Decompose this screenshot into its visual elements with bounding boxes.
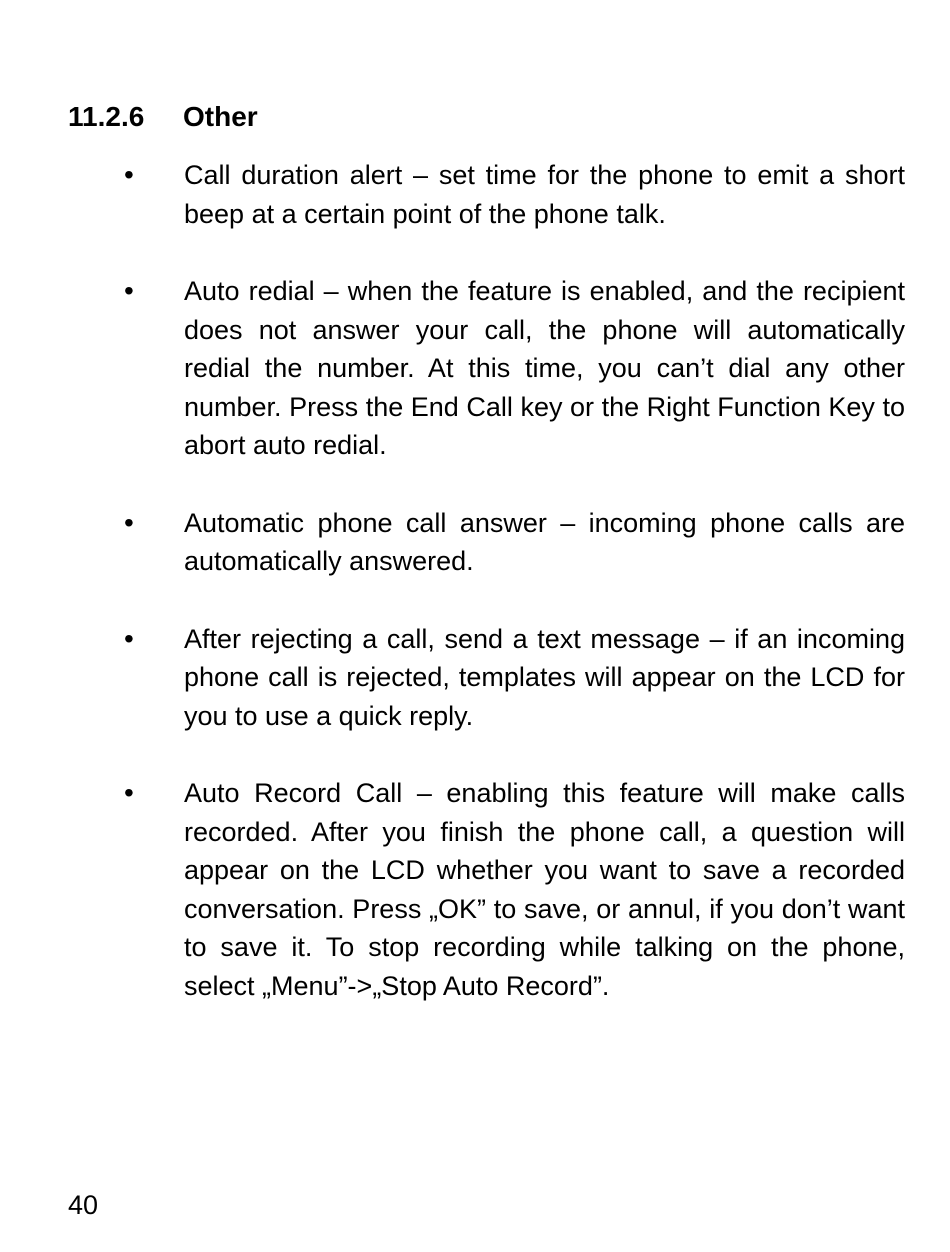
list-item-text: After rejecting a call, send a text message – if an incoming phone call is rejected, templates will appear on the LCD for you to use a quick reply. xyxy=(184,623,905,731)
bullet-icon: • xyxy=(124,777,134,808)
section-title: Other xyxy=(183,101,258,132)
page-number: 40 xyxy=(68,1190,99,1220)
bullet-icon: • xyxy=(124,506,134,538)
section-number: 11.2.6 xyxy=(68,101,145,132)
list-item-auto-redial xyxy=(0,272,950,465)
list-item-text: Auto redial – when the feature is enabled, and the recipient does not answer your call, the phone will automatically redial the number. At this time, you can’t dial any other number. Press the End Call key or the Right Function Key to abort auto redial. xyxy=(184,276,905,460)
section-heading xyxy=(68,98,258,136)
list-item-call-duration-alert xyxy=(0,156,950,233)
list-item-reject-with-message xyxy=(0,620,950,736)
bullet-icon: • xyxy=(124,622,134,654)
list-item-text: Auto Record Call – enabling this feature will make calls recorded. After you finish the phone call, a question will appear on the LCD whether you want to save a recorded conversation. Press „OK” to save, or annul, if you don’t want to save it. To stop recording while talking on the phone, select „Menu”->„Stop Auto Record”. xyxy=(184,778,905,1001)
list-item-auto-record-call xyxy=(0,774,950,1005)
feature-bullet-list xyxy=(0,156,950,1044)
list-item-automatic-answer xyxy=(0,504,950,581)
bullet-icon: • xyxy=(124,159,134,190)
list-item-text: Call duration alert – set time for the phone to emit a short beep at a certain point of the phone talk. xyxy=(184,160,905,229)
bullet-icon: • xyxy=(124,275,134,306)
list-item-text: Automatic phone call answer – incoming phone calls are automatically answered. xyxy=(184,507,905,576)
